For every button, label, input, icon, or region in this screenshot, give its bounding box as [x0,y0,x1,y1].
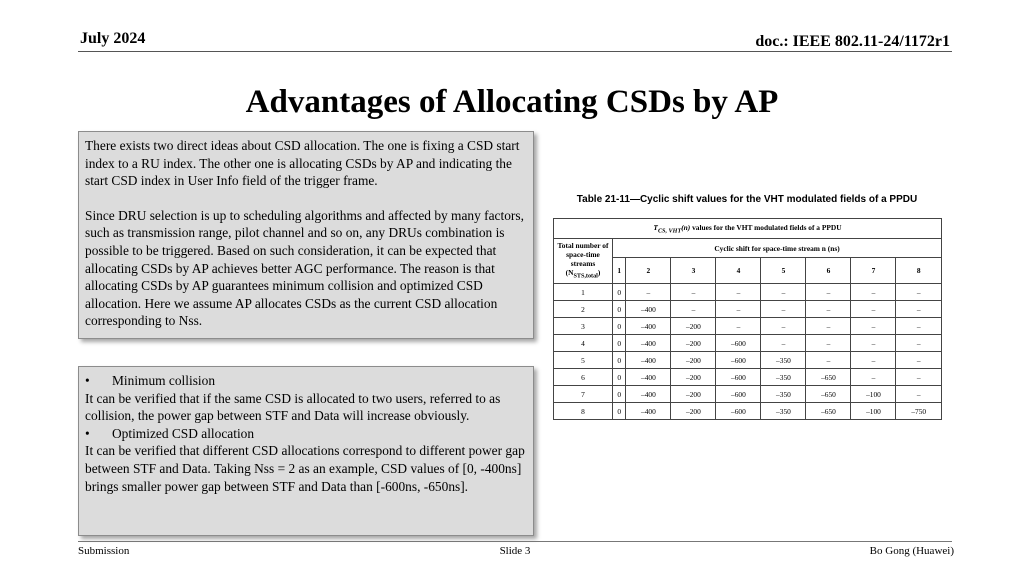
table-main-header: $T_{CS, VHT}(n)$ values for the VHT modulated fields of a PPDU [554,219,942,239]
csd-ideas-textbox [78,131,534,339]
csd-value-cell: – [851,301,896,318]
table-column-header-row [554,258,942,284]
csd-value-cell: – [761,301,806,318]
csd-value-cell: – [716,301,761,318]
row-header-cell: Total number of space-time streams $(N_{STS,total})$ [554,239,613,284]
csd-value-cell: – [851,318,896,335]
bullet-dot-icon: • [85,425,90,441]
csd-table [553,218,942,420]
table-caption: Table 21-11—Cyclic shift values for the VHT modulated fields of a PPDU [576,194,918,205]
csd-value-cell: –200 [671,335,716,352]
col-header-1: 1 [613,258,626,284]
csd-value-cell: –100 [851,403,896,420]
footer-divider [78,541,952,542]
bullet-1-title: Minimum collision [112,373,216,388]
csd-value-cell: – [806,318,851,335]
col-header-3: 3 [671,258,716,284]
csd-value-cell: 0 [613,318,626,335]
csd-value-cell: – [896,301,942,318]
csd-value-cell: –200 [671,403,716,420]
table-group-row [554,239,942,258]
csd-value-cell: – [806,301,851,318]
table-row [554,318,942,335]
csd-value-cell: –400 [626,369,671,386]
footer-slide-number: Slide 3 [499,545,531,557]
csd-value-cell: –400 [626,386,671,403]
bullet-2-text: It can be verified that different CSD allocations correspond to different power gap between STF and Data. Taking Nss = 2 as an example, CSD values of [0, -400ns] brings smaller power gap between STF and Data than [-600ns, -650ns]. [85,443,525,494]
col-header-4: 4 [716,258,761,284]
csd-value-cell: – [626,284,671,301]
row-nss-cell: 5 [554,352,613,369]
csd-value-cell: – [896,318,942,335]
csd-value-cell: – [671,301,716,318]
csd-value-cell: –400 [626,403,671,420]
csd-value-cell: – [806,352,851,369]
csd-value-cell: 0 [613,386,626,403]
bullet-dot-icon: • [85,373,90,388]
csd-value-cell: –200 [671,318,716,335]
csd-value-cell: 0 [613,369,626,386]
csd-value-cell: – [806,284,851,301]
csd-value-cell: –600 [716,335,761,352]
advantages-textbox [78,366,534,536]
row-nss-cell: 6 [554,369,613,386]
bullet-1-text: It can be verified that if the same CSD is allocated to two users, referred to as collision, the power gap between STF and Data will increase obviously. [85,390,501,424]
csd-value-cell: – [896,284,942,301]
table-row [554,403,942,420]
csd-value-cell: – [761,284,806,301]
table-row [554,352,942,369]
csd-ideas-paragraph-2: Since DRU selection is up to scheduling algorithms and affected by many factors, such as transmission range, pilot channel and so on, any DRUs combination is possible to be triggered. Based on such consideration, it can be expected that allocating CSDs by AP achieves better AGC performance. The reason is that allocating CSDs by AP guarantees minimum collision and optimized CSD allocation. Here we assume AP allocates CSDs as the current CSD allocation corresponding to Nss. [85,207,524,329]
row-nss-cell: 1 [554,284,613,301]
row-nss-cell: 3 [554,318,613,335]
table-row [554,335,942,352]
csd-value-cell: –200 [671,352,716,369]
csd-value-cell: – [716,284,761,301]
col-header-7: 7 [851,258,896,284]
csd-value-cell: –400 [626,352,671,369]
table-row [554,369,942,386]
csd-value-cell: 0 [613,284,626,301]
csd-value-cell: 0 [613,403,626,420]
csd-value-cell: –400 [626,335,671,352]
col-header-6: 6 [806,258,851,284]
col-header-2: 2 [626,258,671,284]
csd-value-cell: – [761,335,806,352]
csd-value-cell: – [851,335,896,352]
csd-value-cell: – [896,335,942,352]
col-header-5: 5 [761,258,806,284]
bullet-2-title: Optimized CSD allocation [112,425,255,441]
header-divider [78,51,952,52]
csd-value-cell: – [896,386,942,403]
csd-value-cell: – [806,335,851,352]
csd-value-cell: –650 [806,403,851,420]
row-nss-cell: 2 [554,301,613,318]
csd-value-cell: – [896,352,942,369]
csd-value-cell: – [716,318,761,335]
col-group-header: Cyclic shift for space-time stream n (ns) [613,239,942,258]
bullet-minimum-collision [85,372,525,390]
csd-ideas-paragraph-1: There exists two direct ideas about CSD allocation. The one is fixing a CSD start index to a RU index. The other one is allocating CSDs by AP and indicating the start CSD index in User Info field of the trigger frame. [85,138,520,189]
csd-value-cell: –600 [716,369,761,386]
csd-value-cell: –350 [761,403,806,420]
header-date: July 2024 [80,30,146,47]
table-row [554,301,942,318]
row-nss-cell: 4 [554,335,613,352]
header-doc-id: doc.: IEEE 802.11-24/1172r1 [755,33,950,50]
table-title-row [554,219,942,239]
row-nss-cell: 7 [554,386,613,403]
csd-value-cell: –100 [851,386,896,403]
footer-submission: Submission [78,545,130,557]
csd-value-cell: –200 [671,386,716,403]
table-row [554,284,942,301]
bullet-optimized-csd [85,425,525,443]
csd-value-cell: –600 [716,352,761,369]
csd-value-cell: –350 [761,369,806,386]
csd-value-cell: – [851,369,896,386]
csd-value-cell: – [761,318,806,335]
csd-value-cell: –400 [626,318,671,335]
slide-title: Advantages of Allocating CSDs by AP [245,84,779,120]
csd-value-cell: –600 [716,386,761,403]
csd-value-cell: – [896,369,942,386]
csd-value-cell: – [671,284,716,301]
csd-value-cell: –350 [761,386,806,403]
table-body [554,284,942,420]
csd-value-cell: 0 [613,352,626,369]
csd-value-cell: –650 [806,386,851,403]
csd-value-cell: – [851,284,896,301]
col-header-8: 8 [896,258,942,284]
csd-value-cell: –200 [671,369,716,386]
csd-value-cell: –600 [716,403,761,420]
row-nss-cell: 8 [554,403,613,420]
csd-value-cell: 0 [613,301,626,318]
csd-value-cell: –400 [626,301,671,318]
footer-author: Bo Gong (Huawei) [869,545,954,557]
csd-value-cell: – [851,352,896,369]
csd-value-cell: 0 [613,335,626,352]
csd-value-cell: –650 [806,369,851,386]
csd-value-cell: –350 [761,352,806,369]
csd-value-cell: –750 [896,403,942,420]
table-row [554,386,942,403]
